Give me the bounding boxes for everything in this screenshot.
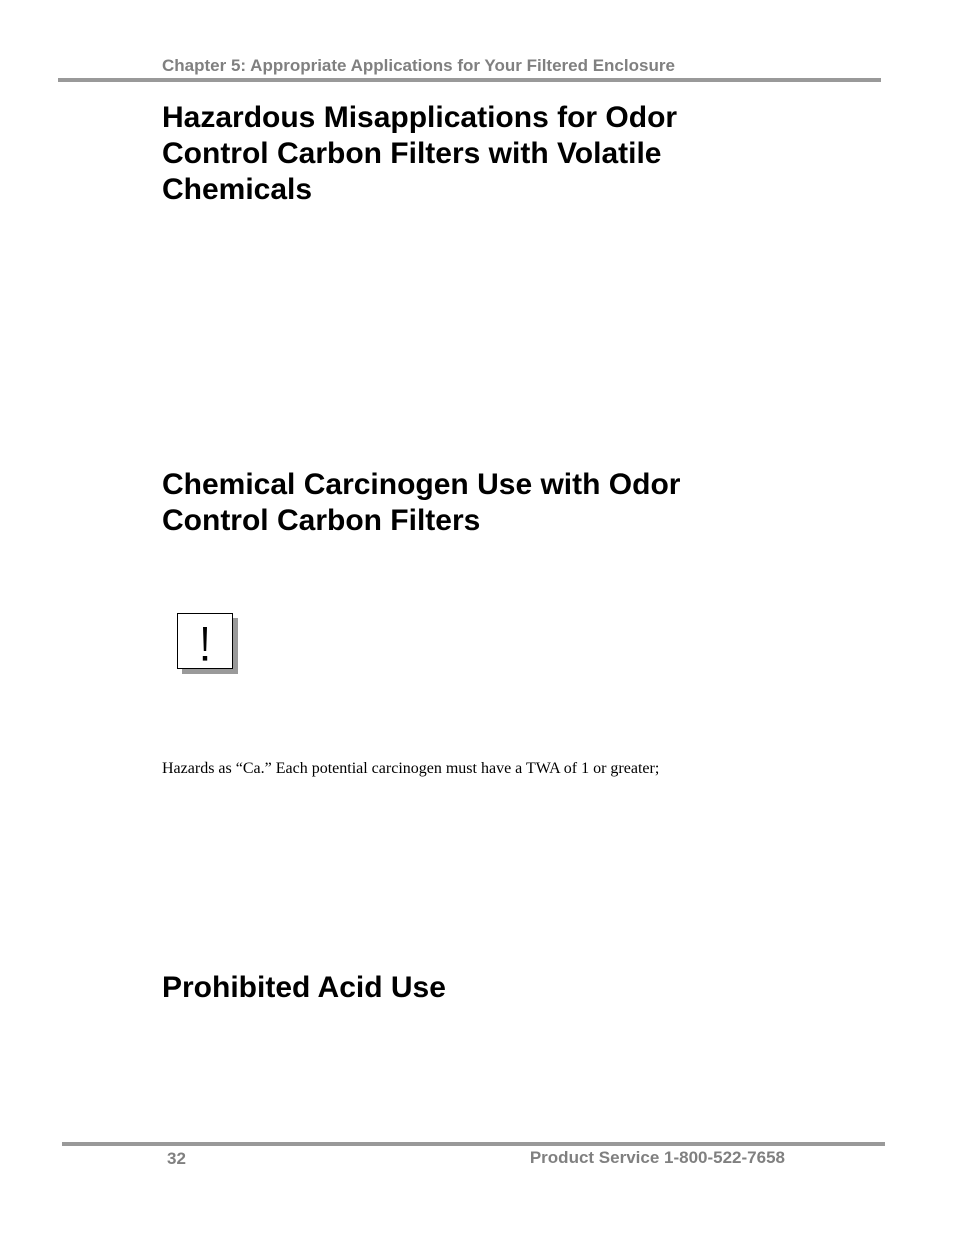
exclamation-icon [178, 614, 232, 668]
section-heading-hazardous-misapplications: Hazardous Misapplications for Odor Control Carbon Filters with Volatile Chemicals [162, 101, 678, 206]
running-header: Chapter 5: Appropriate Applications for Your Filtered Enclosure [162, 56, 675, 75]
footer-rule [62, 1142, 885, 1146]
header-rule [58, 78, 881, 82]
page-number: 32 [167, 1149, 186, 1168]
carcinogen-hazards-text: Hazards as “Ca.” Each potential carcinogen must have a TWA of 1 or greater; [162, 760, 660, 777]
product-service-phone: Product Service 1-800-522-7658 [529, 1148, 785, 1167]
section-heading-carcinogen-use: Chemical Carcinogen Use with Odor Control Carbon Filters [162, 468, 681, 537]
section-heading-prohibited-acid-use: Prohibited Acid Use [162, 971, 446, 1004]
warning-box [177, 613, 233, 669]
